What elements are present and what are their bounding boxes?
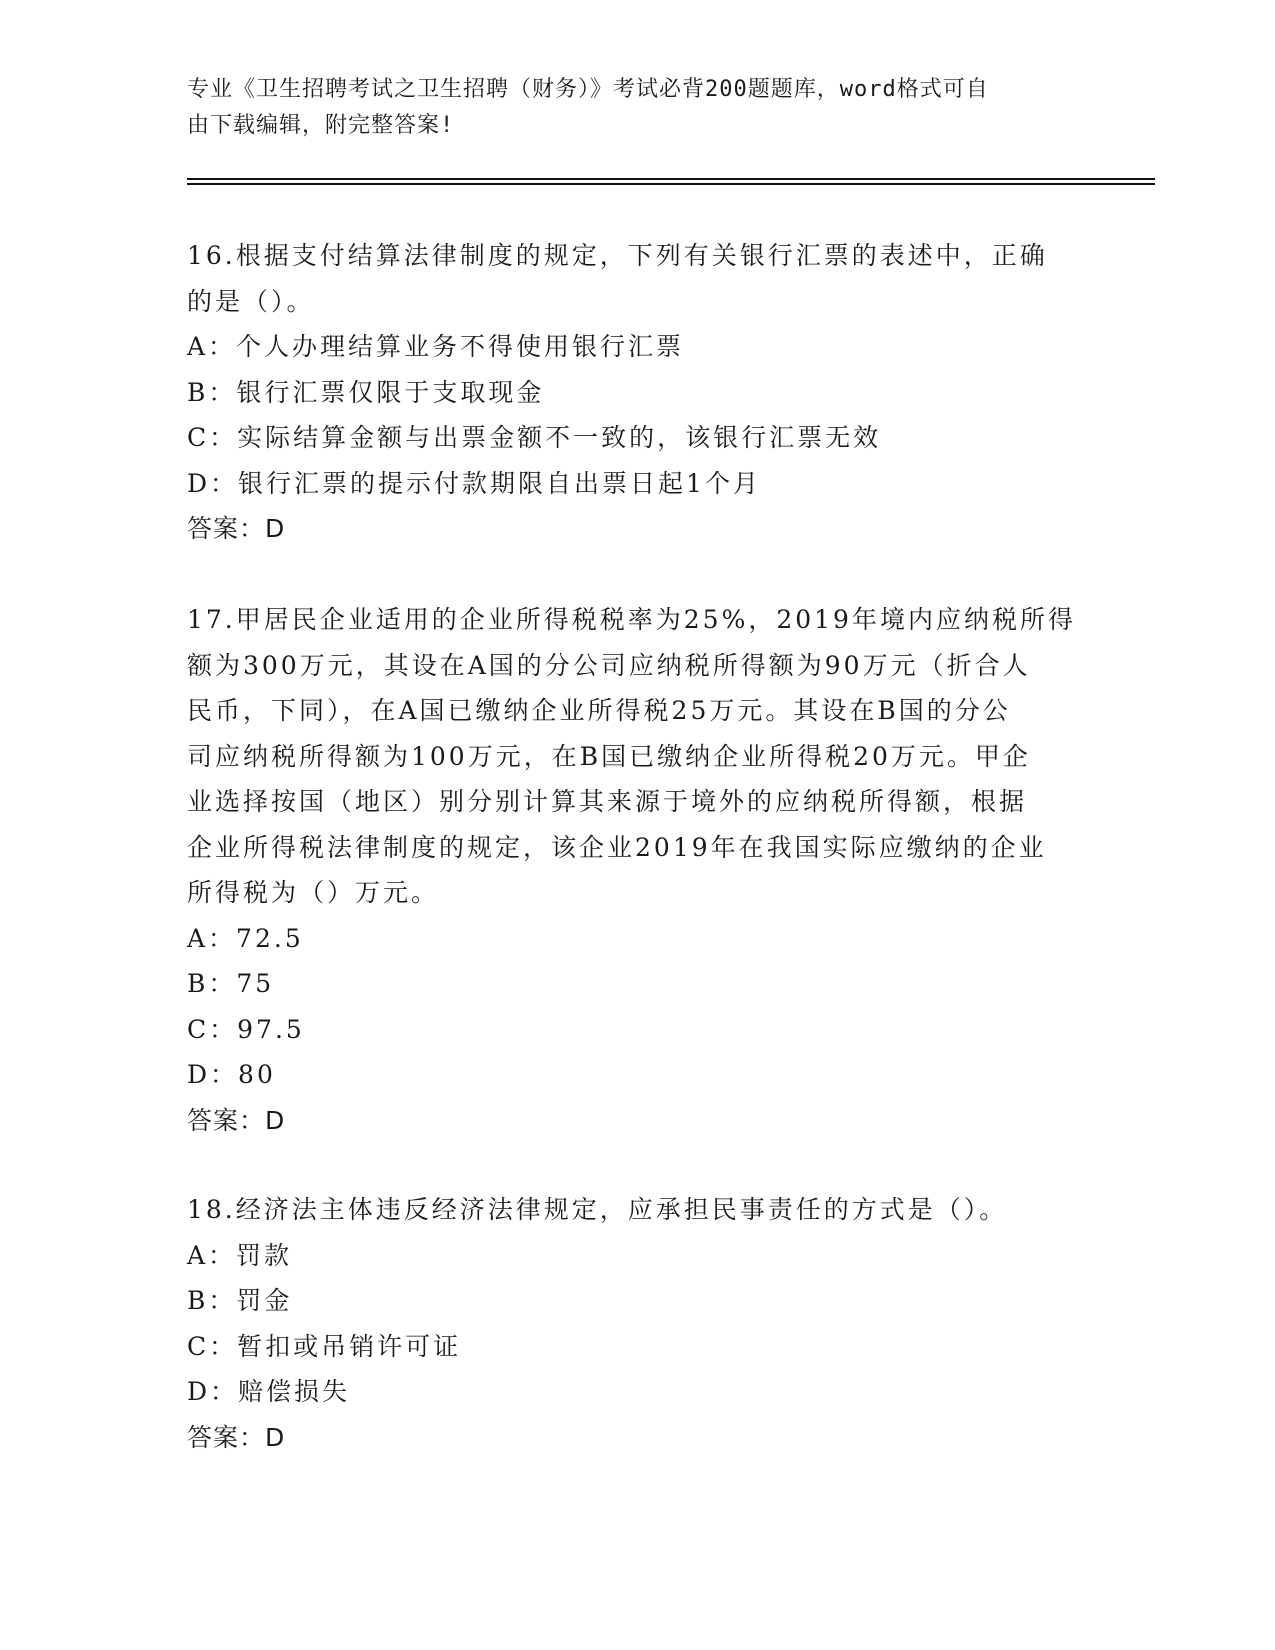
answer-label: 答案：D bbox=[187, 1105, 286, 1135]
question-stem-line: 司应纳税所得额为100万元，在B国已缴纳企业所得税20万元。甲企 bbox=[187, 741, 1031, 771]
option-a: A：72.5 bbox=[187, 923, 304, 953]
document-header bbox=[187, 72, 1067, 144]
answer-label: 答案：D bbox=[187, 514, 286, 543]
question-16 bbox=[187, 233, 1087, 552]
question-stem-line: 所得税为（）万元。 bbox=[187, 878, 440, 907]
option-b: B：75 bbox=[187, 969, 275, 998]
option-b: B：银行汇票仅限于支取现金 bbox=[187, 377, 545, 407]
question-stem-line: 民币，下同），在A国已缴纳企业所得税25万元。其设在B国的分公 bbox=[187, 696, 1011, 725]
option-a: A：罚款 bbox=[187, 1240, 293, 1270]
header-divider-top bbox=[187, 178, 1155, 180]
option-b: B：罚金 bbox=[187, 1286, 293, 1315]
question-stem-line: 额为300万元，其设在A国的分公司应纳税所得额为90万元（折合人 bbox=[187, 650, 1031, 680]
header-line-2: 由下载编辑，附完整答案! bbox=[187, 113, 455, 138]
question-stem-line: 的是（）。 bbox=[187, 286, 315, 316]
header-divider-bottom bbox=[187, 183, 1155, 185]
option-d: D：80 bbox=[187, 1060, 276, 1089]
option-c: C：实际结算金额与出票金额不一致的，该银行汇票无效 bbox=[187, 423, 882, 452]
question-stem-line: 18.经济法主体违反经济法律规定，应承担民事责任的方式是（）。 bbox=[187, 1195, 1008, 1224]
option-a: A：个人办理结算业务不得使用银行汇票 bbox=[187, 332, 685, 361]
option-c: C：暂扣或吊销许可证 bbox=[187, 1331, 462, 1361]
question-stem-line: 企业所得税法律制度的规定，该企业2019年在我国实际应缴纳的企业 bbox=[187, 832, 1047, 862]
question-stem-line: 17.甲居民企业适用的企业所得税税率为25%，2019年境内应纳税所得 bbox=[187, 605, 1076, 634]
option-c: C：97.5 bbox=[187, 1014, 305, 1044]
question-18 bbox=[187, 1187, 1087, 1460]
question-stem-line: 业选择按国（地区）别分别计算其来源于境外的应纳税所得额，根据 bbox=[187, 787, 1028, 816]
question-stem-line: 16.根据支付结算法律制度的规定，下列有关银行汇票的表述中，正确 bbox=[187, 241, 1048, 270]
answer-label: 答案：D bbox=[187, 1422, 286, 1452]
question-17 bbox=[187, 597, 1087, 1143]
header-line-1: 专业《卫生招聘考试之卫生招聘（财务）》考试必背200题题库，word格式可自 bbox=[187, 77, 989, 102]
option-d: D：银行汇票的提示付款期限自出票日起1个月 bbox=[187, 468, 761, 498]
option-d: D：赔偿损失 bbox=[187, 1377, 351, 1406]
